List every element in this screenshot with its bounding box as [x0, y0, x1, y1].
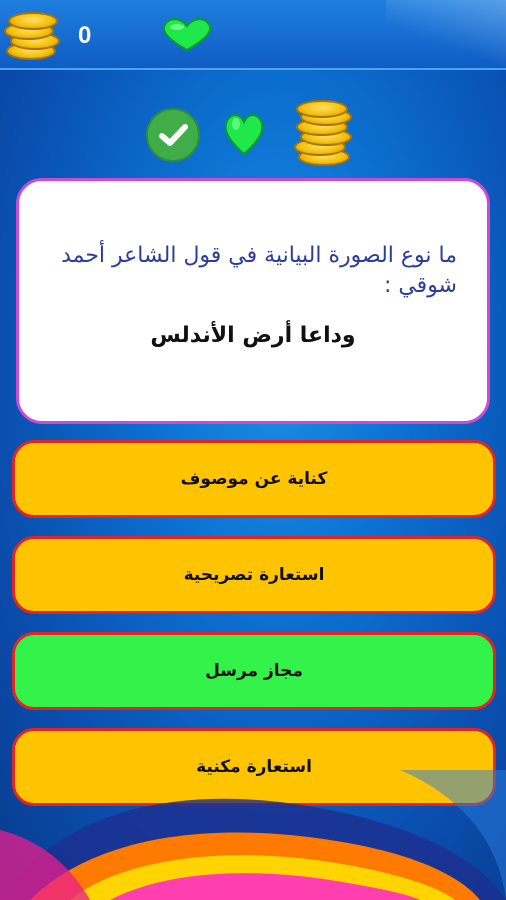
answer-option-1[interactable]: [12, 440, 496, 518]
answer-label: استعارة تصريحية: [183, 565, 325, 585]
background-swoosh: [0, 770, 506, 900]
answer-option-2[interactable]: [12, 536, 496, 614]
answer-label: استعارة مكنية: [196, 757, 312, 777]
verse-text: وداعا أرض الأندلس: [150, 323, 356, 348]
answer-label: مجاز مرسل: [205, 661, 303, 681]
status-row: [0, 100, 506, 170]
question-card: [16, 178, 490, 424]
top-bar: [0, 0, 506, 70]
heart-icon: [158, 16, 216, 52]
answer-label: كناية عن موصوف: [180, 469, 328, 489]
coin-stack-icon: [292, 100, 356, 168]
coin-counter: 0: [78, 22, 92, 49]
check-circle-icon: [146, 108, 200, 162]
question-text: ما نوع الصورة البيانية في قول الشاعر أحمد شوقي :: [61, 243, 457, 298]
coin-stack-icon: [2, 6, 62, 64]
answer-option-3[interactable]: [12, 632, 496, 710]
heart-icon: [222, 110, 266, 156]
